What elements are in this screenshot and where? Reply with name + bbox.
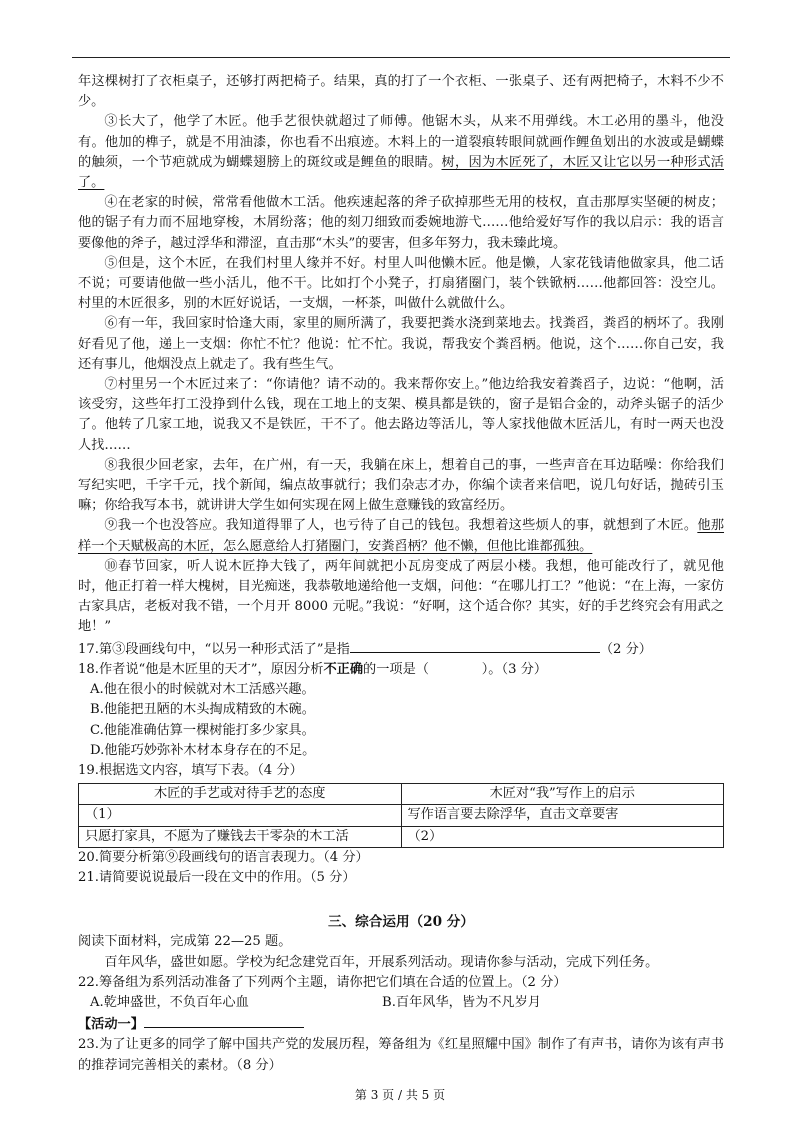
question-21: 21.请简要说说最后一段在文中的作用。（5 分） — [78, 869, 356, 885]
paragraph-6: ⑥有一年，我回家时恰逢大雨，家里的厕所满了，我要把粪水浇到菜地去。找粪舀，粪舀的柄坏了。我刚好看见了他，递上一支烟：你忙不忙？他说：忙不忙。我说，帮我安个粪舀柄。他说，这个……你自己安，我还有事儿，他烟没点上就走了。我有些生气。 — [78, 316, 724, 372]
question-23: 23.为了让更多的同学了解中国共产党的发展历程，筹备组为《红星照耀中国》制作了有声书，请你为该有声书的推荐词完善相关的素材。（8 分） — [78, 1037, 724, 1073]
option-b: B.他能把丑陋的木头掏成精致的木碗。 — [90, 702, 315, 718]
answer-blank[interactable] — [350, 638, 600, 653]
answer-blank[interactable] — [144, 1013, 304, 1028]
question-17: 17.第③段画线句中，“以另一种形式活了”是指 （2 分） — [78, 638, 724, 660]
activity-1: 【活动一】 — [78, 1013, 724, 1035]
option-d: D.他能巧妙弥补木材本身存在的不足。 — [90, 742, 316, 758]
table-cell-blank-2[interactable]: （2） — [401, 826, 724, 847]
table-cell: 写作语言要去除浮华，直击文章要害 — [401, 805, 724, 826]
paragraph-5: ⑤但是，这个木匠，在我们村里人缘并不好。村里人叫他懒木匠。他是懒，人家花钱请他做家具，他二话不说；可要请他做一些小活儿，他不干。比如打个小凳子，打扇猪圈门，装个铁锨柄……他都回答：没空儿。村里的木匠很多，别的木匠好说话，一支烟，一杯茶，叫做什么就做什么。 — [78, 255, 724, 312]
question-22: 22.筹备组为系列活动准备了下列两个主题，请你把它们填在合适的位置上。（2 分） — [78, 974, 567, 990]
question-19: 19.根据选文内容，填写下表。（4 分） — [78, 762, 303, 778]
paragraph-10: ⑩春节回家，听人说木匠挣大钱了，两年间就把小瓦房变成了两层小楼。我想，他可能改行了，就见他时，他正打着一样大槐树，目光痴迷，我恭敬地递给他一支烟，问他：“在哪儿打工？”他说：“在上海，一家仿古家具店，老板对我不错，一个月开 8000 元呢。”我说：“好啊，这个适合你？其实，好的手艺终究会有用武之地！” — [78, 558, 724, 635]
table-cell: 只愿打家具，不愿为了赚钱去干零杂的木工活 — [79, 826, 402, 847]
option-c: C.他能准确估算一棵树能打多少家具。 — [90, 722, 315, 738]
option-b: B.百年风华，皆为不凡岁月 — [382, 994, 541, 1010]
paragraph-8: ⑧我很少回老家，去年，在广州，有一天，我躺在床上，想着自己的事，一些声音在耳边聒噪：你给我们写纪实吧，千字千元，找个新闻，编点故事就行；我们杂志才办，你编个读者来信吧，说几句好话，抛砖引玉嘛；你给我写本书，就讲讲大学生如何实现在网上做生意赚钱的致富经历。 — [78, 457, 724, 514]
page-footer: 第 3 页 / 共 5 页 — [354, 1088, 446, 1102]
question-22-options — [78, 993, 724, 1013]
underlined-sentence-3: 树，因为木匠死了，木匠又让它以另一种形式活了。 — [78, 154, 724, 191]
section-title: 三、综合运用（20 分） — [328, 914, 474, 931]
section-intro: 阅读下面材料，完成第 22—25 题。 — [78, 934, 292, 950]
paragraph-4: ④在老家的时候，常常看他做木工活。他疾速起落的斧子砍掉那些无用的枝权，直击那厚实坚硬的树皮；他的锯子有力而不屈地穿梭，木屑纷落；他的刻刀细致而委婉地游弋……他给爱好写作的我以启示：我的语言要像他的斧子，越过浮华和滞涩，直击那“木头”的要害，但多年努力，我未臻此境。 — [78, 195, 724, 251]
paragraph-7: ⑦村里另一个木匠过来了：“你请他？请不动的。我来帮你安上。”他边给我安着粪舀子，边说：“他啊，活该受穷，这些年打工没挣到什么钱，现在工地上的支架、模具都是铁的，窗子是铝合金的，动斧头锯子的活少了。他转了几家工地，说我又不是铁匠，干不了。他去路边等活儿，等人家找他做木匠活儿，有时一两天也没人找…… — [78, 377, 724, 453]
underlined-sentence-9: 他那样一个天赋极高的木匠，怎么愿意给人打猪圈门，安粪舀柄？他不懒，但他比谁都孤独。 — [78, 518, 725, 554]
paragraph-3: ③长大了，他学了木匠。他手艺很快就超过了师傅。他锯木头，从来不用弹线。木工必用的墨斗，他没有。他加的榫子，就是不用油漆，你也看不出痕迹。木料上的一道裂痕转眼间就画作鲤鱼划出的水波或是蝴蝶的触须，一个节疤就成为蝴蝶翅膀上的斑纹或是鲤鱼的眼睛。树，因为木匠死了，木匠又让它以另一种形式活了。 — [78, 114, 724, 191]
question-18: 18.作者说“他是木匠里的天才”，原因分析不正确的一项是（ ）。（3 分） — [78, 661, 548, 677]
paragraph-9: ⑨我一个也没答应。我知道得罪了人，也亏待了自己的钱包。我想着这些烦人的事，就想到了木匠。他那样一个天赋极高的木匠，怎么愿意给人打猪圈门，安粪舀柄？他不懒，但他比谁都孤独。 — [78, 518, 725, 554]
table-header-2: 木匠对“我”写作上的启示 — [401, 784, 724, 805]
option-a: A.乾坤盛世，不负百年心血 — [90, 994, 249, 1010]
emphasis-text: 不正确 — [323, 661, 364, 677]
question-20: 20.简要分析第⑨段画线句的语言表现力。（4 分） — [78, 849, 369, 865]
section-material: 百年风华，盛世如愿。学校为纪念建党百年，开展系列活动。现请你参与活动，完成下列任务。 — [104, 954, 659, 970]
table-cell-blank-1[interactable]: （1） — [79, 805, 402, 826]
option-a: A.他在很小的时候就对木工活感兴趣。 — [90, 682, 315, 698]
paragraph-continued: 年这棵树打了衣柜桌子，还够打两把椅子。结果，真的打了一个衣柜、一张桌子、还有两把椅子，木料不少不少。 — [78, 74, 724, 110]
page-content — [78, 72, 724, 1076]
header-rule — [72, 57, 730, 58]
table-header-1: 木匠的手艺或对待手艺的态度 — [79, 784, 402, 805]
answer-table — [78, 783, 724, 848]
